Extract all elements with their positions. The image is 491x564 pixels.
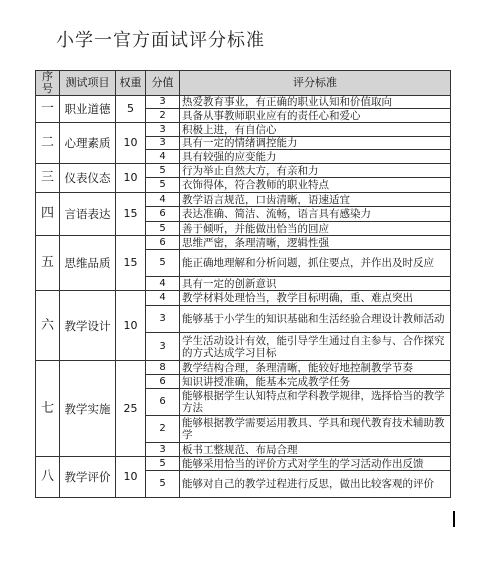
- score-cell: 6: [146, 375, 180, 389]
- criteria-cell: 能够根据学生认知特点和学科教学规律，选择恰当的教学方法: [180, 389, 451, 416]
- criteria-cell: 能够根据教学需要运用教具、学具和现代教育技术辅助教学: [180, 416, 451, 443]
- table-row: [36, 96, 451, 109]
- criteria-cell: 板书工整规范、布局合理: [180, 443, 451, 457]
- score-cell: 3: [146, 123, 180, 137]
- score-cell: 4: [146, 277, 180, 291]
- criteria-cell: 具备从事教师职业应有的责任心和爱心: [180, 109, 451, 123]
- table-row: [36, 193, 451, 207]
- page-title: 小学一官方面试评分标准: [56, 30, 265, 51]
- item-cell: 教学实施: [60, 361, 116, 457]
- criteria-cell: 具有一定的创新意识: [180, 277, 451, 291]
- criteria-cell: 能正确地理解和分析问题，抓住要点，并作出及时反应: [180, 250, 451, 277]
- table-row: [36, 164, 451, 178]
- table-row: [36, 457, 451, 471]
- table-row: [36, 361, 451, 375]
- weight-cell: 25: [116, 361, 146, 457]
- score-cell: 5: [146, 164, 180, 178]
- criteria-cell: 具有较强的应变能力: [180, 150, 451, 164]
- criteria-cell: 教学材料处理恰当，教学目标明确，重、难点突出: [180, 291, 451, 306]
- header-score: 分值: [146, 71, 180, 96]
- seq-cell: 四: [36, 193, 60, 236]
- criteria-cell: 行为举止自然大方，有亲和力: [180, 164, 451, 178]
- weight-cell: 15: [116, 236, 146, 291]
- score-cell: 4: [146, 150, 180, 164]
- table-row: [36, 123, 451, 137]
- weight-cell: 15: [116, 193, 146, 236]
- weight-cell: 10: [116, 123, 146, 164]
- criteria-cell: 教学语言规范，口齿清晰，语速适宜: [180, 193, 451, 207]
- weight-cell: 10: [116, 291, 146, 361]
- criteria-cell: 教学结构合理，条理清晰，能较好地控制教学节奏: [180, 361, 451, 375]
- criteria-cell: 热爱教育事业，有正确的职业认知和价值取向: [180, 96, 451, 109]
- seq-cell: 七: [36, 361, 60, 457]
- criteria-cell: 衣饰得体，符合教师的职业特点: [180, 178, 451, 193]
- score-cell: 5: [146, 471, 180, 498]
- criteria-cell: 表达准确、简洁、流畅，语言具有感染力: [180, 207, 451, 222]
- item-cell: 教学设计: [60, 291, 116, 361]
- item-cell: 思维品质: [60, 236, 116, 291]
- weight-cell: 10: [116, 457, 146, 498]
- score-cell: 4: [146, 193, 180, 207]
- table-row: [36, 291, 451, 306]
- weight-cell: 5: [116, 96, 146, 123]
- item-cell: 心理素质: [60, 123, 116, 164]
- header-item: 测试项目: [60, 71, 116, 96]
- score-cell: 2: [146, 109, 180, 123]
- seq-cell: 二: [36, 123, 60, 164]
- score-cell: 3: [146, 306, 180, 333]
- score-cell: 5: [146, 457, 180, 471]
- seq-cell: 一: [36, 96, 60, 123]
- criteria-cell: 积极上进，有自信心: [180, 123, 451, 137]
- scoring-table: [35, 70, 451, 498]
- item-cell: 言语表达: [60, 193, 116, 236]
- criteria-cell: 具有一定的情绪调控能力: [180, 137, 451, 150]
- item-cell: 教学评价: [60, 457, 116, 498]
- criteria-cell: 能够基于小学生的知识基础和生活经验合理设计教师活动: [180, 306, 451, 333]
- criteria-cell: 能够采用恰当的评价方式对学生的学习活动作出反馈: [180, 457, 451, 471]
- criteria-cell: 能够对自己的教学过程进行反思，做出比较客观的评价: [180, 471, 451, 498]
- item-cell: 仪表仪态: [60, 164, 116, 193]
- score-cell: 8: [146, 361, 180, 375]
- header-seq: 序号: [36, 71, 60, 96]
- header-criteria: 评分标准: [180, 71, 451, 96]
- item-cell: 职业道德: [60, 96, 116, 123]
- score-cell: 4: [146, 291, 180, 306]
- seq-cell: 五: [36, 236, 60, 291]
- seq-cell: 八: [36, 457, 60, 498]
- table-body: [36, 96, 451, 498]
- text-cursor: [453, 511, 455, 527]
- header-weight: 权重: [116, 71, 146, 96]
- score-cell: 5: [146, 250, 180, 277]
- seq-cell: 三: [36, 164, 60, 193]
- score-cell: 3: [146, 443, 180, 457]
- criteria-cell: 知识讲授准确，能基本完成教学任务: [180, 375, 451, 389]
- score-cell: 6: [146, 236, 180, 250]
- score-cell: 5: [146, 222, 180, 236]
- table-header-row: [36, 71, 451, 96]
- score-cell: 3: [146, 137, 180, 150]
- score-cell: 3: [146, 96, 180, 109]
- score-cell: 5: [146, 178, 180, 193]
- criteria-cell: 思维严密，条理清晰，逻辑性强: [180, 236, 451, 250]
- criteria-cell: 学生活动设计有效，能引导学生通过自主参与、合作探究的方式达成学习目标: [180, 333, 451, 361]
- criteria-cell: 善于倾听，并能做出恰当的回应: [180, 222, 451, 236]
- score-cell: 6: [146, 207, 180, 222]
- score-cell: 2: [146, 416, 180, 443]
- table-row: [36, 236, 451, 250]
- seq-cell: 六: [36, 291, 60, 361]
- score-cell: 6: [146, 389, 180, 416]
- score-cell: 3: [146, 333, 180, 361]
- weight-cell: 10: [116, 164, 146, 193]
